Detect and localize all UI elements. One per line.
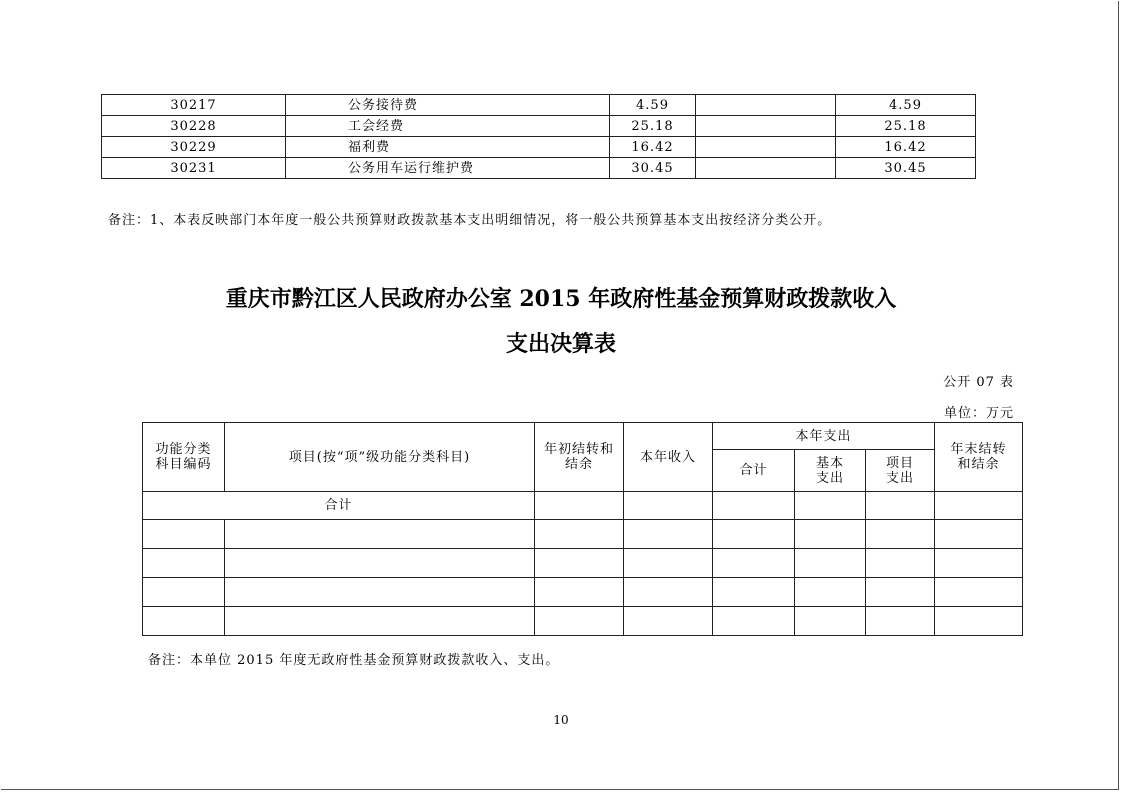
header-expense-basic: 基本 支出 bbox=[795, 450, 866, 492]
cell bbox=[624, 492, 713, 520]
table-note: 备注：1、本表反映部门本年度一般公共预算财政拨款基本支出明细情况，将一般公共预算基本支出按经济分类公开。 bbox=[108, 213, 832, 228]
unit-label: 单位：万元 bbox=[943, 406, 1014, 421]
table-row bbox=[102, 158, 976, 179]
cell bbox=[935, 549, 1023, 578]
cell bbox=[795, 549, 866, 578]
total-row bbox=[143, 492, 1023, 520]
table-row bbox=[102, 95, 976, 116]
basic-cell bbox=[696, 158, 836, 179]
basic-expense-detail-table bbox=[101, 94, 976, 179]
cell bbox=[225, 607, 535, 636]
cell bbox=[143, 607, 225, 636]
header-closing-balance: 年末结转 和结余 bbox=[935, 423, 1023, 492]
header-expense: 本年支出 bbox=[713, 423, 935, 450]
table-row bbox=[102, 137, 976, 158]
cell bbox=[535, 607, 624, 636]
cell bbox=[866, 520, 935, 549]
cell bbox=[624, 549, 713, 578]
header-function-code: 功能分类 科目编码 bbox=[143, 423, 225, 492]
project-cell: 4.59 bbox=[836, 95, 976, 116]
cell bbox=[713, 492, 795, 520]
header-opening-balance: 年初结转和 结余 bbox=[535, 423, 624, 492]
cell bbox=[143, 549, 225, 578]
cell bbox=[866, 607, 935, 636]
econ-name-cell: 公务用车运行维护费 bbox=[286, 158, 610, 179]
cell bbox=[713, 578, 795, 607]
basic-cell bbox=[696, 95, 836, 116]
header-item: 项目(按“项”级功能分类科目) bbox=[225, 423, 535, 492]
cell bbox=[795, 492, 866, 520]
total-cell: 25.18 bbox=[610, 116, 696, 137]
cell bbox=[866, 578, 935, 607]
government-fund-table bbox=[142, 422, 1023, 636]
cell bbox=[225, 549, 535, 578]
header-expense-total: 合计 bbox=[713, 450, 795, 492]
econ-name-cell: 工会经费 bbox=[286, 116, 610, 137]
cell bbox=[713, 607, 795, 636]
table-row bbox=[143, 607, 1023, 636]
document-title-line2: 支出决算表 bbox=[505, 331, 616, 357]
basic-cell bbox=[696, 116, 836, 137]
cell bbox=[143, 578, 225, 607]
cell bbox=[795, 607, 866, 636]
project-cell: 16.42 bbox=[836, 137, 976, 158]
econ-code-cell: 30228 bbox=[102, 116, 286, 137]
total-cell: 4.59 bbox=[610, 95, 696, 116]
cell bbox=[713, 549, 795, 578]
cell bbox=[866, 549, 935, 578]
document-title: 重庆市黔江区人民政府办公室 2015 年政府性基金预算财政拨款收入 bbox=[225, 286, 897, 312]
cell bbox=[624, 578, 713, 607]
econ-code-cell: 30231 bbox=[102, 158, 286, 179]
header-income: 本年收入 bbox=[624, 423, 713, 492]
total-cell: 30.45 bbox=[610, 158, 696, 179]
cell bbox=[795, 520, 866, 549]
cell bbox=[535, 578, 624, 607]
cell bbox=[225, 578, 535, 607]
cell bbox=[713, 520, 795, 549]
cell bbox=[225, 520, 535, 549]
cell bbox=[143, 520, 225, 549]
cell bbox=[535, 549, 624, 578]
cell bbox=[535, 520, 624, 549]
econ-code-cell: 30229 bbox=[102, 137, 286, 158]
econ-name-cell: 公务接待费 bbox=[286, 95, 610, 116]
cell bbox=[535, 492, 624, 520]
project-cell: 30.45 bbox=[836, 158, 976, 179]
header-row bbox=[143, 423, 1023, 450]
basic-cell bbox=[696, 137, 836, 158]
table-row bbox=[102, 116, 976, 137]
table-row bbox=[143, 520, 1023, 549]
cell bbox=[866, 492, 935, 520]
cell bbox=[624, 520, 713, 549]
table-note: 备注：本单位 2015 年度无政府性基金预算财政拨款收入、支出。 bbox=[148, 653, 560, 668]
cell bbox=[795, 578, 866, 607]
table-number: 公开 07 表 bbox=[943, 375, 1014, 390]
table-row bbox=[143, 578, 1023, 607]
cell bbox=[935, 578, 1023, 607]
econ-code-cell: 30217 bbox=[102, 95, 286, 116]
cell bbox=[935, 492, 1023, 520]
cell bbox=[624, 607, 713, 636]
project-cell: 25.18 bbox=[836, 116, 976, 137]
page-number: 10 bbox=[553, 713, 569, 727]
cell bbox=[935, 607, 1023, 636]
cell bbox=[935, 520, 1023, 549]
total-label: 合计 bbox=[143, 492, 535, 520]
table-row bbox=[143, 549, 1023, 578]
econ-name-cell: 福利费 bbox=[286, 137, 610, 158]
header-expense-project: 项目 支出 bbox=[866, 450, 935, 492]
total-cell: 16.42 bbox=[610, 137, 696, 158]
